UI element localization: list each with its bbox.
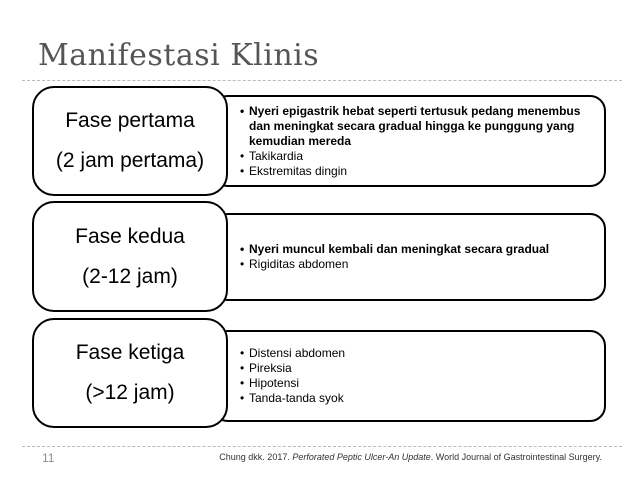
slide-number: 11 [42, 451, 55, 465]
phase-2-item: • Nyeri muncul kembali dan meningkat secara gradual [240, 242, 592, 257]
phase-3-item: • Hipotensi [240, 376, 592, 391]
phase-3-item: • Distensi abdomen [240, 346, 592, 361]
phase-1-details [212, 95, 606, 187]
phase-1-item: • Takikardia [240, 149, 592, 164]
citation [219, 452, 602, 462]
phase-1-item: • Nyeri epigastrik hebat seperti tertusuk pedang menembus dan meningkat secara gradual hingga ke punggung yang kemudian mereda [240, 104, 592, 149]
phase-1-name: Fase pertama [65, 109, 195, 132]
phase-1-item: • Ekstremitas dingin [240, 164, 592, 179]
slide-title: Manifestasi Klinis [38, 38, 320, 73]
phase-2-duration: (2-12 jam) [82, 264, 178, 288]
phase-3-item: • Tanda-tanda syok [240, 391, 592, 406]
phase-3-details [212, 330, 606, 422]
phase-3-box [32, 318, 228, 428]
phase-1-box [32, 86, 228, 196]
phase-2-item: • Rigiditas abdomen [240, 257, 592, 272]
phase-3-duration: (>12 jam) [85, 381, 175, 404]
citation-suffix: . World Journal of Gastrointestinal Surgery. [430, 452, 602, 462]
title-divider [22, 80, 622, 81]
phase-2-name: Fase kedua [75, 224, 185, 248]
footer-divider [22, 446, 622, 447]
citation-prefix: Chung dkk. 2017. [219, 452, 293, 462]
phase-1-duration: (2 jam pertama) [55, 149, 205, 172]
citation-title: Perforated Peptic Ulcer-An Update [292, 452, 431, 462]
phase-3-item: • Pireksia [240, 361, 592, 376]
phase-2-box [32, 201, 228, 312]
phase-2-details [212, 213, 606, 301]
phase-3-name: Fase ketiga [75, 341, 185, 364]
